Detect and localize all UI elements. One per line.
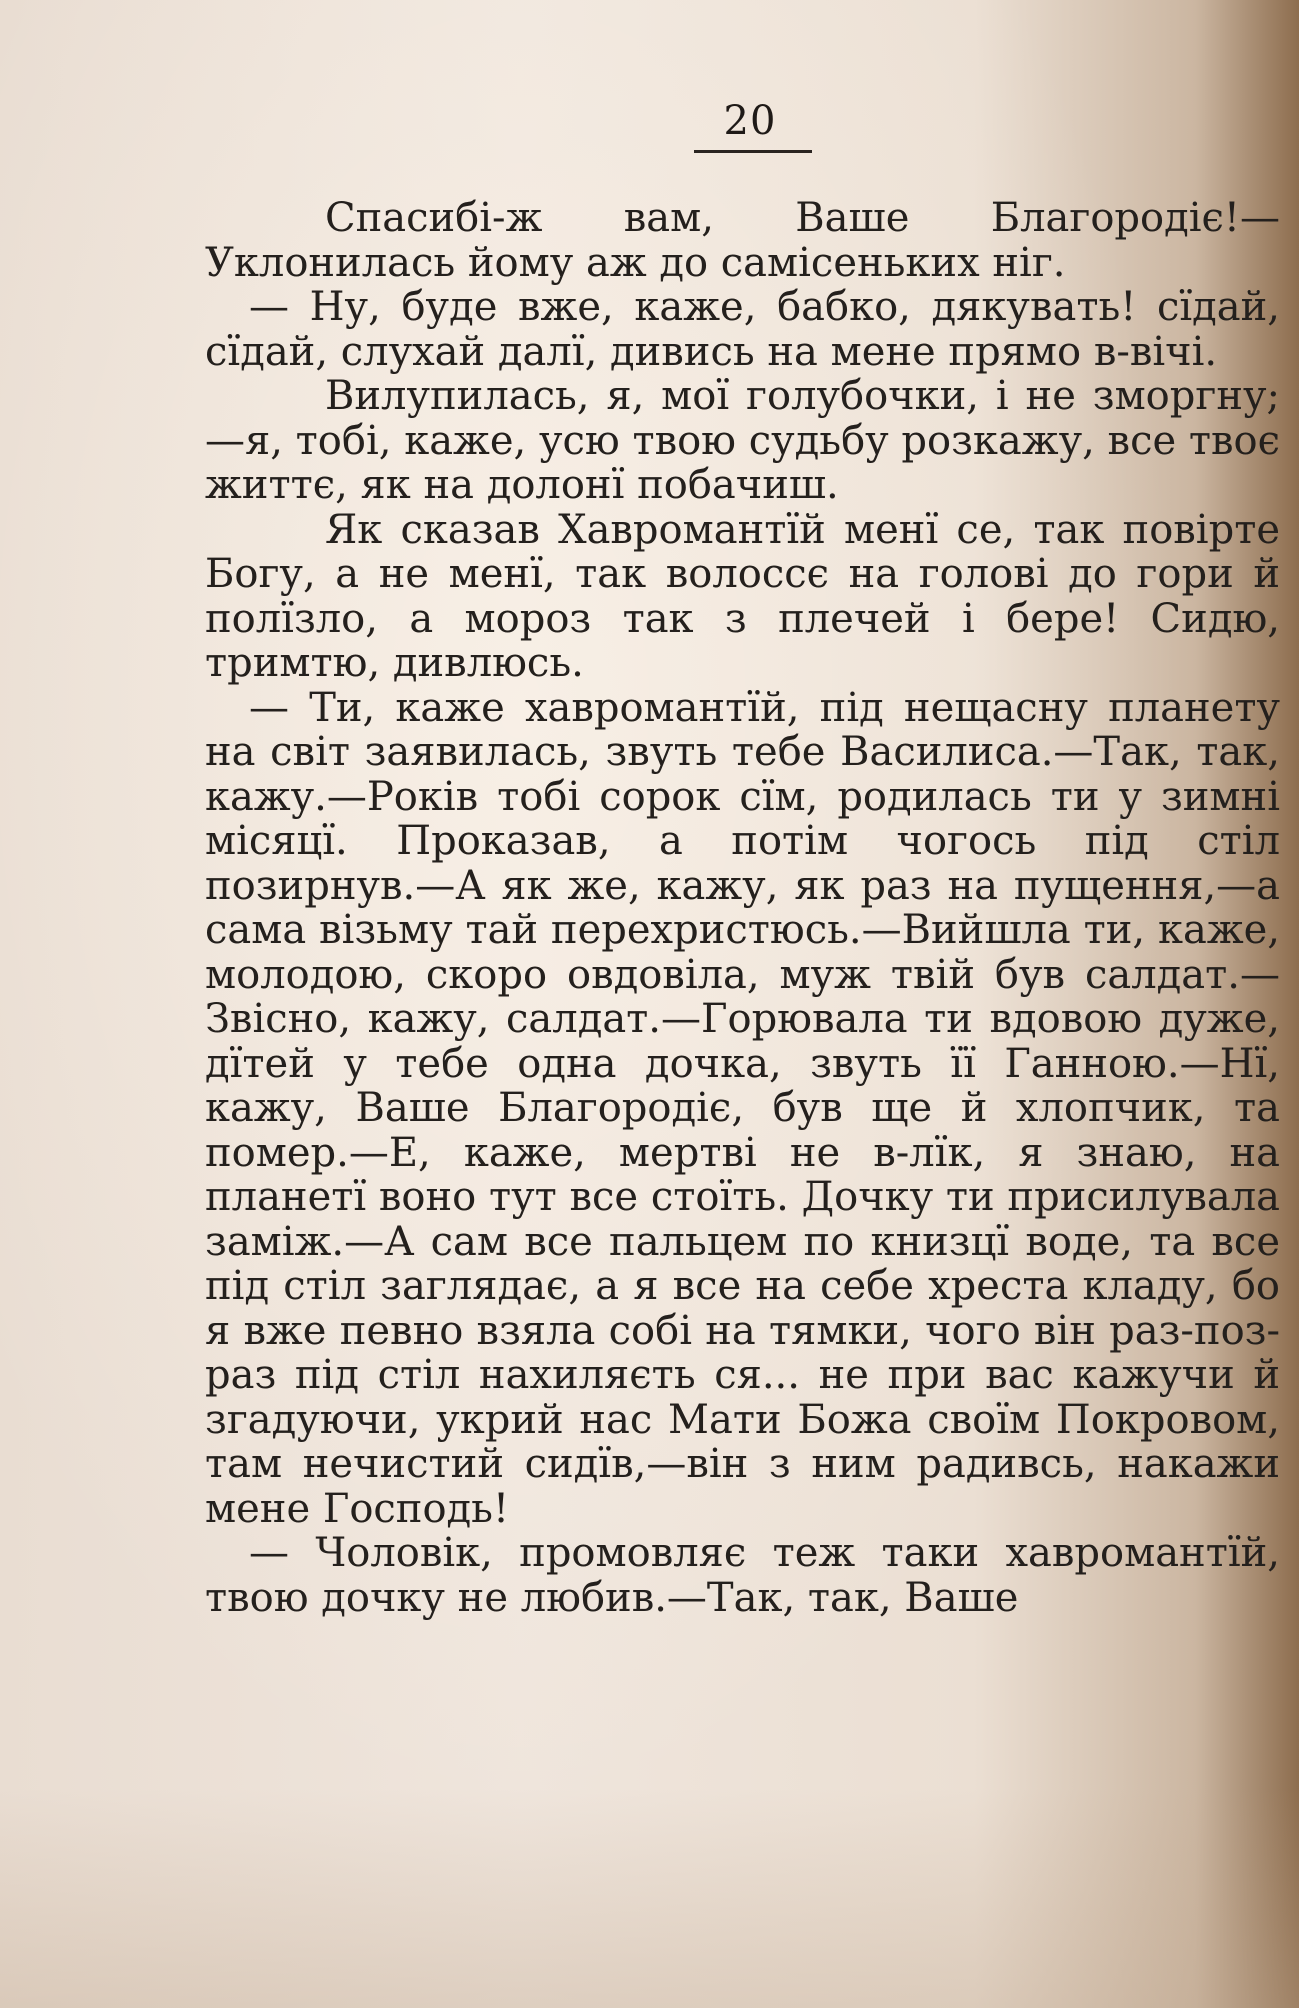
paragraph: — Ти, каже хавромантїй, під нещасну планету на світ заявилась, звуть тебе Василиса.—Так, так, кажу.—Років тобі сорок сїм, родилась ти у зимні місяцї. Проказав, а потім чогось під стіл позирнув.—А як же, кажу, як раз на пущення,—а сама візьму тай перехристюсь.—Вийшла ти, каже, молодою, скоро овдовіла, муж твій був салдат.—Звісно, кажу, салдат.—Горювала ти вдовою дуже, дїтей у тебе одна дочка, звуть її Ганною.—Нї, кажу, Ваше Благородіє, був ще й хлопчик, та помер.—Е, каже, мертві не в-лїк, я знаю, на планетї воно тут все стоїть. Дочку ти присилувала заміж.—А сам все пальцем по книзцї воде, та все під стіл заглядає, а я все на себе хреста кладу, бо я вже певно взяла собі на тямки, чого він раз-поз-раз під стіл нахиляєть ся... не при вас кажучи й згадуючи, укрий нас Мати Божа своїм Покровом, там нечистий сидїв,—він з ним радивсь, накажи мене Господь! <box>205 684 1280 1532</box>
paragraph: Спасибі-ж вам, Ваше Благородіє!—Уклонилась йому аж до самісеньких ніг. <box>205 195 1280 286</box>
page-number-rule <box>694 150 812 153</box>
paragraph: — Чоловік, промовляє теж таки хавромантїй, твою дочку не любив.—Так, так, Ваше <box>205 1530 1280 1621</box>
paragraph: Як сказав Хавромантїй менї се, так повірте Богу, а не менї, так волоссє на голові до гори й полїзло, а мороз так з плечей і бере! Сидю, тримтю, дивлюсь. <box>205 506 1280 686</box>
paragraph: — Ну, буде вже, каже, бабко, дякувать! сїдай, сїдай, слухай далї, дивись на мене прямо в-вічі. <box>205 284 1280 375</box>
page-number: 20 <box>723 98 777 144</box>
body-text <box>205 196 1280 1620</box>
paragraph: Вилупилась, я, мої голубочки, і не зморгну;—я, тобі, каже, усю твою судьбу розкажу, все твоє життє, як на долонї побачиш. <box>205 373 1280 508</box>
